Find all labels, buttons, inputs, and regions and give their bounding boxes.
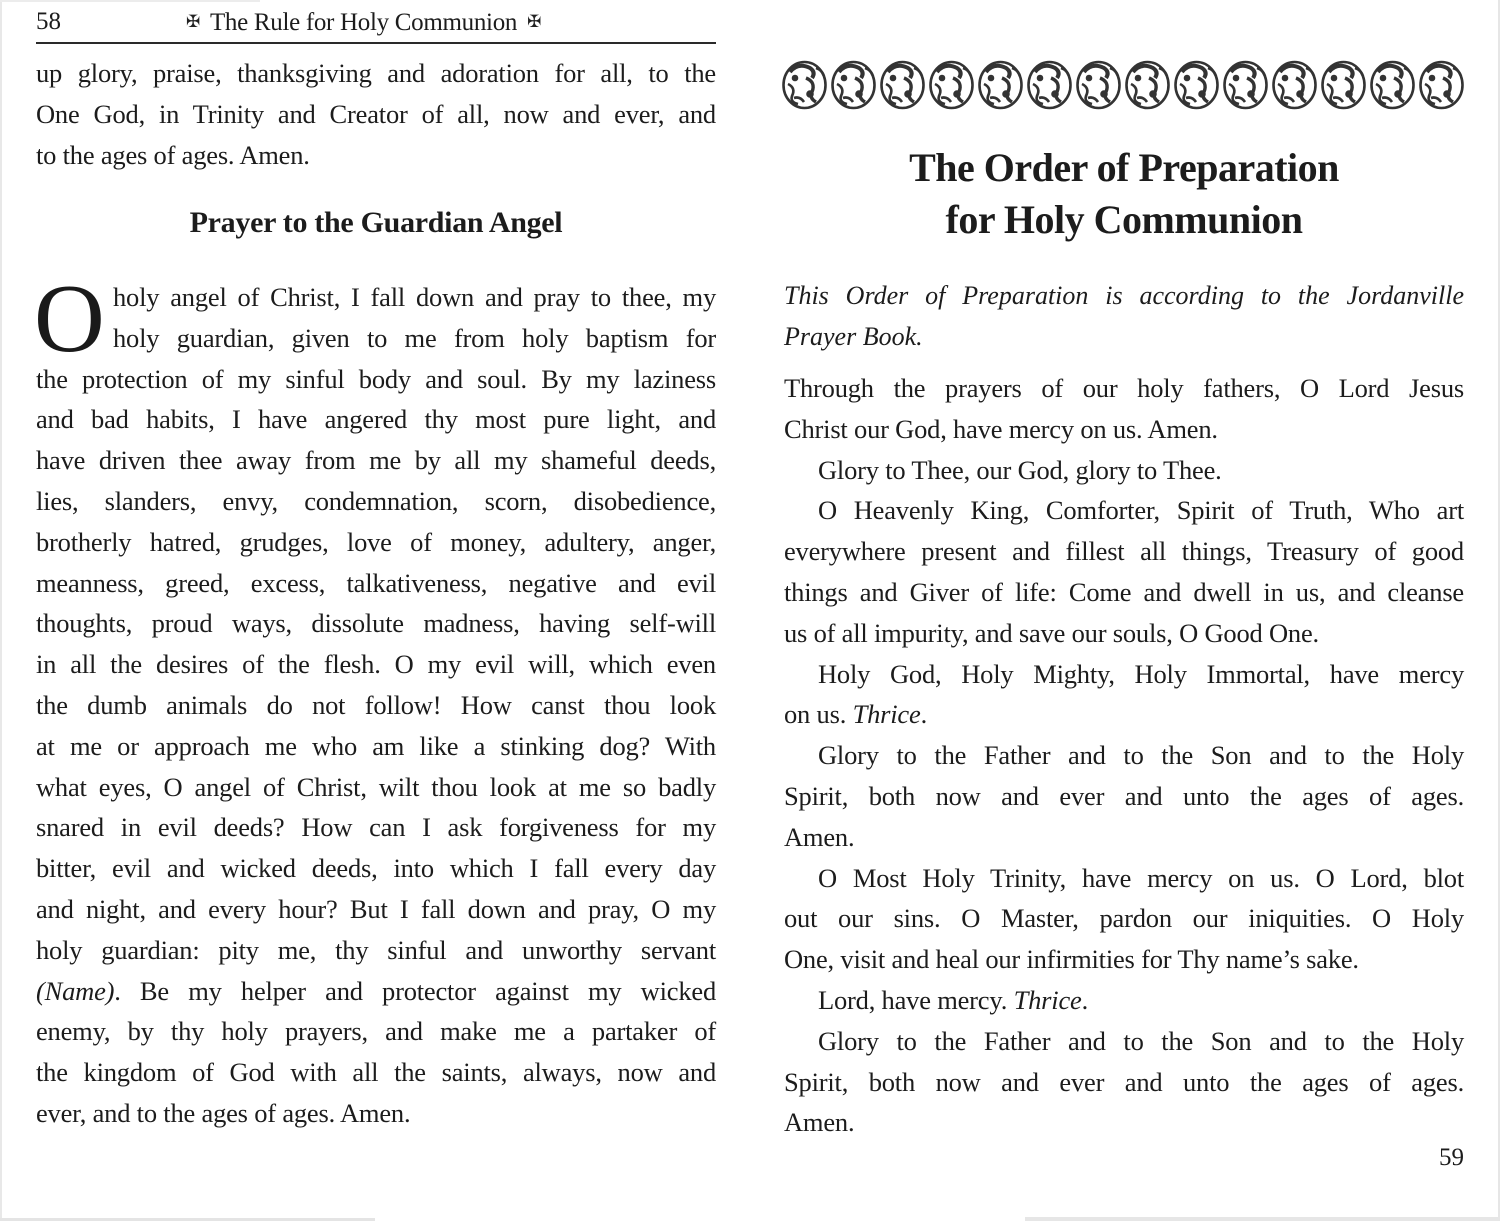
- text-line: holy guardian, given to me from holy baptism for: [113, 322, 716, 353]
- text-line: have driven thee away from me by all my shameful deeds,: [36, 445, 716, 476]
- text-line: the kingdom of God with all the saints, always, now and: [36, 1057, 716, 1088]
- text-line-with-name: [36, 971, 716, 1012]
- header-rule: [36, 42, 716, 44]
- text-line: Christ our God, have mercy on us. Amen.: [784, 413, 1218, 444]
- text-line: ever, and to the ages of ages. Amen.: [36, 1097, 411, 1128]
- text-line: brotherly hatred, grudges, love of money, adultery, anger,: [36, 526, 716, 557]
- rubric-thrice: Thrice: [1013, 984, 1082, 1015]
- text-line: holy guardian: pity me, thy sinful and unworthy servant: [36, 934, 716, 965]
- text-line: Glory to the Father and to the Son and to the Holy: [818, 1025, 1464, 1056]
- text-line: holy angel of Christ, I fall down and pray to thee, my: [113, 282, 716, 312]
- text-line: in all the desires of the flesh. O my evil will, which even: [36, 649, 716, 680]
- text-line: and bad habits, I have angered thy most pure light, and: [36, 404, 716, 435]
- text-fragment: . Be my helper and protector against my wicked: [114, 975, 716, 1006]
- page-edge-bottom-right: [1025, 1217, 1500, 1221]
- text-line: One, visit and heal our infirmities for Thy name’s sake.: [784, 944, 1359, 975]
- page-edge-left: [0, 0, 2, 1221]
- text-line: everywhere present and fillest all things, Treasury of good: [784, 536, 1464, 567]
- text-line: Holy God, Holy Mighty, Holy Immortal, have mercy: [818, 658, 1464, 689]
- preparation-prayers: [784, 368, 1464, 1143]
- text-line: us of all impurity, and save our souls, O Good One.: [784, 617, 1319, 648]
- page-edge-top: [0, 0, 260, 2]
- text-line: Amen.: [784, 821, 855, 852]
- text-line: to the ages of ages. Amen.: [36, 139, 310, 170]
- text-line: enemy, by thy holy prayers, and make me a partaker of: [36, 1016, 716, 1047]
- chapter-title-line-2: for Holy Communion: [945, 197, 1303, 242]
- running-head-title: The Rule for Holy Communion: [209, 9, 518, 36]
- text-line: bitter, evil and wicked deeds, into which I fall every day: [36, 853, 716, 884]
- text-line: Glory to the Father and to the Son and to the Holy: [818, 740, 1464, 771]
- text-line: things and Giver of life: Come and dwell in us, and cleanse: [784, 576, 1464, 607]
- text-line-with-rubric: [784, 694, 1464, 735]
- text-fragment: .: [920, 699, 927, 730]
- text-fragment: .: [1081, 984, 1089, 1015]
- intro-note: [784, 276, 1464, 358]
- text-line: lies, slanders, envy, condemnation, scorn, disobedience,: [36, 485, 716, 516]
- text-line: Amen.: [784, 1107, 855, 1138]
- text-line: One God, in Trinity and Creator of all, now and ever, and: [36, 98, 716, 129]
- continuation-text: [36, 53, 716, 175]
- text-line: meanness, greed, excess, talkativeness, negative and evil: [36, 567, 716, 598]
- text-line: O Most Holy Trinity, have mercy on us. O Lord, blot: [818, 862, 1464, 893]
- floral-scroll-border-icon: [778, 58, 1466, 112]
- text-line: O Heavenly King, Comforter, Spirit of Truth, Who art: [818, 495, 1464, 526]
- text-fragment: Lord, have mercy.: [818, 984, 1008, 1015]
- page-number-left: 58: [36, 8, 61, 35]
- name-placeholder: (Name): [36, 975, 115, 1006]
- text-line: what eyes, O angel of Christ, wilt thou look at me so badly: [36, 771, 716, 802]
- running-head: [36, 6, 716, 42]
- text-line: This Order of Preparation is according to the Jordanville: [784, 281, 1464, 310]
- text-line: the dumb animals do not follow! How canst thou look: [36, 689, 716, 720]
- rubric-thrice: Thrice: [852, 699, 921, 730]
- text-line: Prayer Book.: [784, 321, 923, 351]
- text-line: Through the prayers of our holy fathers, O Lord Jesus: [784, 373, 1464, 403]
- text-line: up glory, praise, thanksgiving and adoration for all, to the: [36, 58, 716, 88]
- maltese-cross-icon: ✠: [527, 12, 542, 31]
- page-number-right: 59: [1439, 1144, 1464, 1171]
- guardian-angel-prayer: [34, 265, 716, 1134]
- drop-cap: O: [34, 265, 105, 373]
- chapter-title: [784, 142, 1464, 246]
- text-line: snared in evil deeds? How can I ask forgiveness for my: [36, 812, 716, 843]
- text-line: the protection of my sinful body and soul. By my laziness: [36, 363, 716, 394]
- text-line-with-rubric: [784, 980, 1464, 1021]
- running-head-title-group: [176, 6, 551, 39]
- text-line: out our sins. O Master, pardon our iniquities. O Holy: [784, 903, 1464, 934]
- chapter-title-line-1: The Order of Preparation: [909, 145, 1339, 190]
- text-line: Spirit, both now and ever and unto the ages of ages.: [784, 780, 1464, 811]
- text-fragment: on us.: [784, 699, 847, 730]
- text-line: at me or approach me who am like a stinking dog? With: [36, 730, 716, 761]
- maltese-cross-icon: ✠: [186, 12, 200, 31]
- text-line: Spirit, both now and ever and unto the ages of ages.: [784, 1066, 1464, 1097]
- text-line: and night, and every hour? But I fall down and pray, O my: [36, 893, 716, 924]
- text-line: Glory to Thee, our God, glory to Thee.: [818, 454, 1222, 485]
- text-line: thoughts, proud ways, dissolute madness, having self-will: [36, 608, 716, 639]
- section-heading: Prayer to the Guardian Angel: [189, 206, 563, 239]
